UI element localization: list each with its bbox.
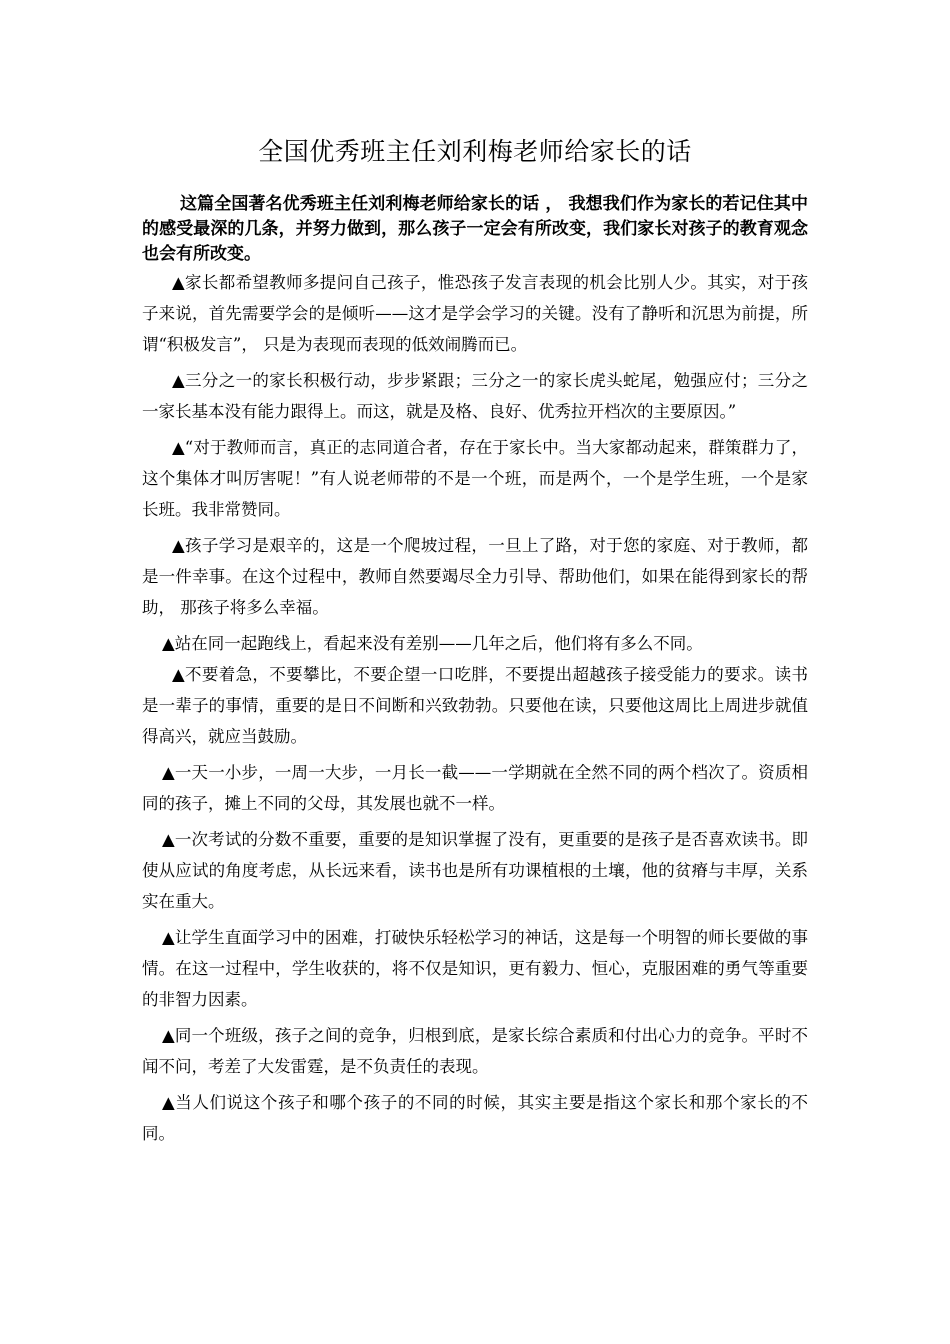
paragraph-4: ▲孩子学习是艰辛的，这是一个爬坡过程，一旦上了路，对于您的家庭、对于教师，都是一件幸事。在这个过程中，教师自然要竭尽全力引导、帮助他们，如果在能得到家长的帮助， 那孩子将多么幸福。 [142, 536, 808, 617]
paragraph-2: ▲三分之一的家长积极行动，步步紧跟；三分之一的家长虎头蛇尾，勉强应付；三分之一家长基本没有能力跟得上。而这，就是及格、良好、优秀拉开档次的主要原因。” [142, 371, 808, 421]
paragraph-9: ▲让学生直面学习中的困难，打破快乐轻松学习的神话，这是每一个明智的师长要做的事情。在这一过程中，学生收获的，将不仅是知识，更有毅力、恒心，克服困难的勇气等重要的非智力因素。 [142, 928, 808, 1009]
paragraph-3: ▲“对于教师而言，真正的志同道合者，存在于家长中。当大家都动起来，群策群力了，这个集体才叫厉害呢！”有人说老师带的不是一个班，而是两个，一个是学生班，一个是家长班。我非常赞同。 [142, 438, 808, 519]
paragraph-10: ▲同一个班级，孩子之间的竞争，归根到底，是家长综合素质和付出心力的竞争。平时不闻不问，考差了大发雷霆，是不负责任的表现。 [142, 1026, 808, 1076]
paragraph-5: ▲站在同一起跑线上，看起来没有差别——几年之后，他们将有多么不同。 [162, 634, 703, 653]
paragraph-11: ▲当人们说这个孩子和哪个孩子的不同的时候，其实主要是指这个家长和那个家长的不同。 [142, 1093, 808, 1143]
intro-paragraph: 这篇全国著名优秀班主任刘利梅老师给家长的话 ， 我想我们作为家长的若记住其中的感受最深的几条，并努力做到，那么孩子一定会有所改变，我们家长对孩子的教育观念也会有所改变。 [142, 194, 808, 264]
document-title: 全国优秀班主任刘利梅老师给家长的话 [258, 137, 692, 166]
paragraph-7: ▲一天一小步，一周一大步，一月长一截——一学期就在全然不同的两个档次了。资质相同的孩子，摊上不同的父母，其发展也就不一样。 [142, 763, 808, 813]
paragraph-1: ▲家长都希望教师多提问自己孩子，惟恐孩子发言表现的机会比别人少。其实，对于孩子来说，首先需要学会的是倾听——这才是学会学习的关键。没有了静听和沉思为前提，所谓“积极发言”， 只是为表现而表现的低效闹腾而已。 [142, 273, 808, 354]
paragraph-8: ▲一次考试的分数不重要，重要的是知识掌握了没有，更重要的是孩子是否喜欢读书。即使从应试的角度考虑，从长远来看，读书也是所有功课植根的土壤，他的贫瘠与丰厚，关系实在重大。 [142, 830, 808, 911]
paragraph-6: ▲不要着急，不要攀比，不要企望一口吃胖，不要提出超越孩子接受能力的要求。读书是一辈子的事情，重要的是日不间断和兴致勃勃。只要他在读，只要他这周比上周进步就值得高兴，就应当鼓励。 [142, 665, 808, 746]
